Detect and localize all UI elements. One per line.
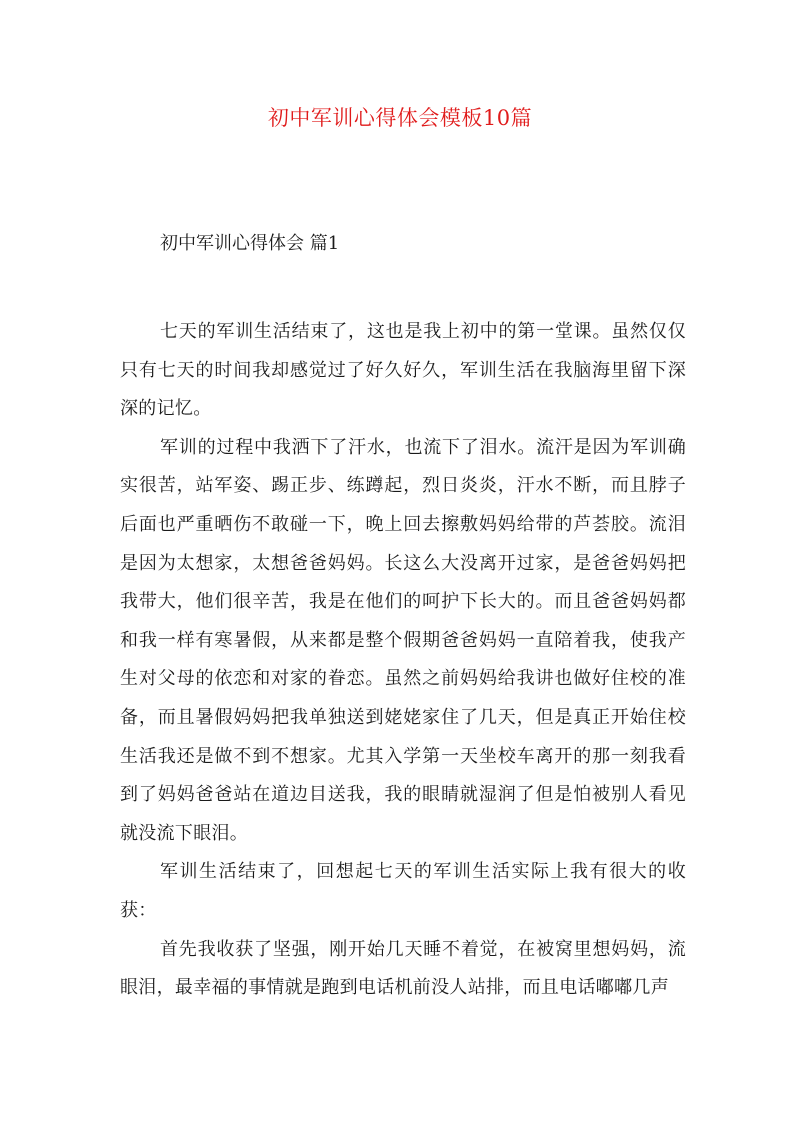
document-title: 初中军训心得体会模板10篇: [267, 106, 533, 130]
paragraph-4: 首先我收获了坚强，刚开始几天睡不着觉，在被窝里想妈妈，流眼泪，最幸福的事情就是跑到电话机前没人站排，而且电话嘟嘟几声: [120, 938, 686, 999]
paragraph-1: 七天的军训生活结束了，这也是我上初中的第一堂课。虽然仅仅只有七天的时间我却感觉过了好久好久，军训生活在我脑海里留下深深的记忆。: [120, 321, 686, 420]
section-heading: 初中军训心得体会 篇1: [160, 233, 340, 254]
document-body: [120, 313, 686, 1008]
paragraph-3: 军训生活结束了，回想起七天的军训生活实际上我有很大的收获：: [120, 861, 686, 921]
paragraph-2: 军训的过程中我洒下了汗水，也流下了泪水。流汗是因为军训确实很苦，站军姿、踢正步、练蹲起，烈日炎炎，汗水不断，而且脖子后面也严重晒伤不敢碰一下，晚上回去擦敷妈妈给带的芦荟胶。流泪是因为太想家，太想爸爸妈妈。长这么大没离开过家，是爸爸妈妈把我带大，他们很辛苦，我是在他们的呵护下长大的。而且爸爸妈妈都和我一样有寒暑假，从来都是整个假期爸爸妈妈一直陪着我，使我产生对父母的依恋和对家的眷恋。虽然之前妈妈给我讲也做好住校的准备，而且暑假妈妈把我单独送到姥姥家住了几天，但是真正开始住校生活我还是做不到不想家。尤其入学第一天坐校车离开的那一刻我看到了妈妈爸爸站在道边目送我，我的眼睛就湿润了但是怕被别人看见就没流下眼泪。: [120, 436, 686, 844]
